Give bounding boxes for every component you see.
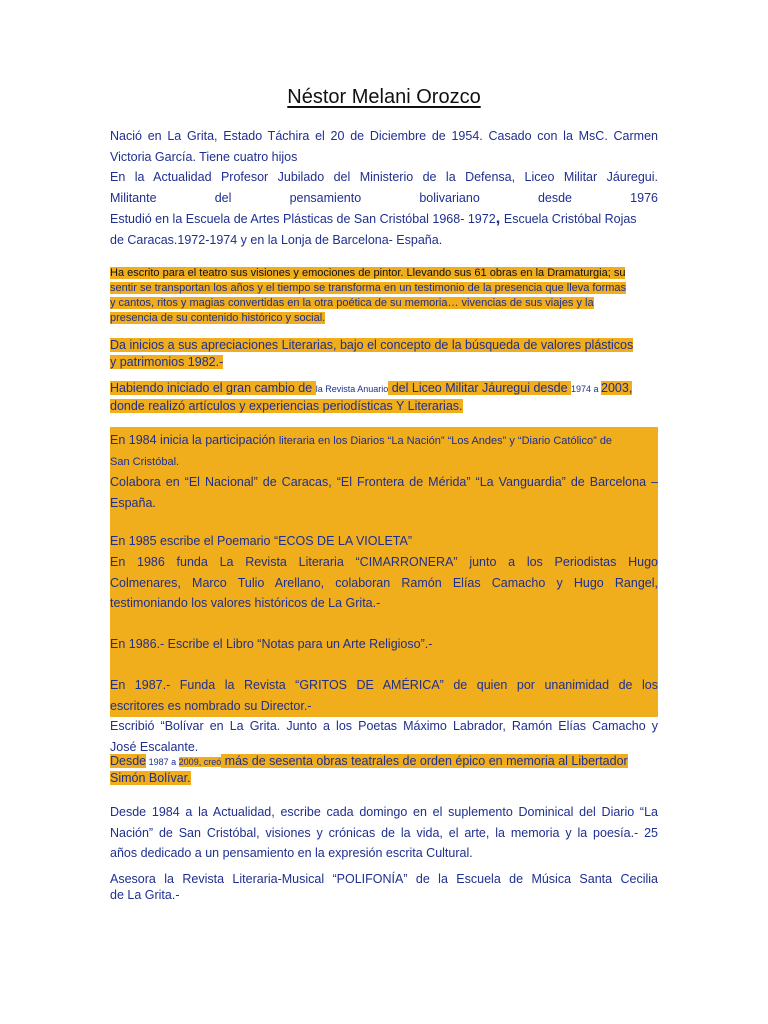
y1984-line: En 1984 inicia la participación literaria en los Diarios “La Nación” “Los Andes” y “Diario Católico” de — [110, 433, 613, 447]
bio-line: Victoria García. Tiene cuatro hijos — [110, 149, 298, 164]
bolivar-line: Escribió “Bolívar en La Grita. Junto a los Poetas Máximo Labrador, Ramón Elías Camacho y — [110, 719, 658, 733]
y1985-line: En 1985 escribe el Poemario “ECOS DE LA VIOLETA” — [110, 534, 412, 548]
desde-line: Simón Bolívar. — [110, 771, 191, 785]
bio-line: Nació en La Grita, Estado Táchira el 20 de Diciembre de 1954. Casado con la MsC. Carmen — [110, 129, 658, 143]
polifonia-line: Asesora la Revista Literaria-Musical “POLIFONÍA” de la Escuela de Música Santa Cecilia — [110, 872, 658, 886]
teatro-paragraph — [110, 266, 658, 326]
y1986-paragraph — [110, 552, 658, 614]
polifonia-paragraph — [110, 871, 658, 903]
y1984-line: España. — [110, 495, 156, 510]
y1987-line: En 1987.- Funda la Revista “GRITOS DE AMÉRICA” de quien por unanimidad de los — [110, 678, 658, 692]
y1986-line: Colmenares, Marco Tulio Arellano, colaboran Ramón Elías Camacho y Hugo Rangel, — [110, 575, 658, 590]
teatro-line: Ha escrito para el teatro sus visiones y emociones de pintor. Llevando sus 61 obras en la Dramaturgia; su — [110, 267, 626, 279]
bio-line: Militante del pensamiento bolivariano desde 1976 — [110, 190, 658, 205]
polifonia-line: de La Grita.- — [110, 888, 180, 902]
dominical-paragraph — [110, 802, 658, 864]
bolivar-line: José Escalante. — [110, 739, 199, 754]
bio-paragraph — [110, 126, 658, 250]
teatro-line: presencia de su contenido histórico y social. — [110, 312, 326, 324]
y1986-line: testimoniando los valores históricos de La Grita.- — [110, 596, 381, 610]
y1987-line: escritores es nombrado su Director.- — [110, 698, 312, 713]
y1986b-line: En 1986.- Escribe el Libro “Notas para un Arte Religioso”.- — [110, 637, 433, 651]
desde-paragraph: Desde 1987 a 2009, creó más de sesenta obras teatrales de orden épico en memoria al Libertador Simón Bolívar. — [110, 754, 628, 785]
bolivar-paragraph — [110, 716, 658, 757]
bio-line: En la Actualidad Profesor Jubilado del Ministerio de la Defensa, Liceo Militar Jáuregui. — [110, 170, 658, 184]
aprec-line: y patrimonios 1982.- — [110, 355, 224, 369]
y1987-paragraph — [110, 675, 658, 716]
y1984-line: Colabora en “El Nacional” de Caracas, “El Frontera de Mérida” “La Vanguardia” de Barcelona – — [110, 475, 658, 489]
bio-line: de Caracas.1972-1974 y en la Lonja de Barcelona- España. — [110, 232, 443, 247]
y1984-line: San Cristóbal. — [110, 455, 180, 468]
teatro-line: y cantos, ritos y magias convertidas en la otra poética de su memoria… vivencias de sus viajes y la — [110, 297, 594, 309]
revista-paragraph: Habiendo iniciado el gran cambio de la Revista Anuario del Liceo Militar Jáuregui desde 1974 a 2003, donde realizó artículos y experiencias periodísticas Y Literarias. — [110, 381, 633, 413]
revista-line: donde realizó artículos y experiencias periodísticas Y Literarias. — [110, 399, 463, 413]
bio-line: Estudió en la Escuela de Artes Plásticas de San Cristóbal 1968- 1972, Escuela Cristóbal Rojas — [110, 208, 637, 227]
dominical-line: Nación” de San Cristóbal, visiones y crónicas de la vida, el arte, la memoria y la poesía.- 25 — [110, 825, 658, 840]
document-title: Néstor Melani Orozco — [287, 86, 481, 108]
dominical-line: años dedicado a un pensamiento en la expresión escrita Cultural. — [110, 846, 473, 860]
y1986-line: En 1986 funda La Revista Literaria “CIMARRONERA” junto a los Periodistas Hugo — [110, 555, 658, 569]
teatro-line: sentir se transportan los años y el tiempo se transforma en un testimonio de la presencia que lleva formas — [110, 282, 627, 294]
dominical-line: Desde 1984 a la Actualidad, escribe cada domingo en el suplemento Dominical del Diario “La — [110, 805, 658, 819]
y1984-paragraph — [110, 430, 658, 513]
apreciaciones-paragraph — [110, 337, 658, 371]
aprec-line: Da inicios a sus apreciaciones Literarias, bajo el concepto de la búsqueda de valores plásticos — [110, 338, 634, 352]
